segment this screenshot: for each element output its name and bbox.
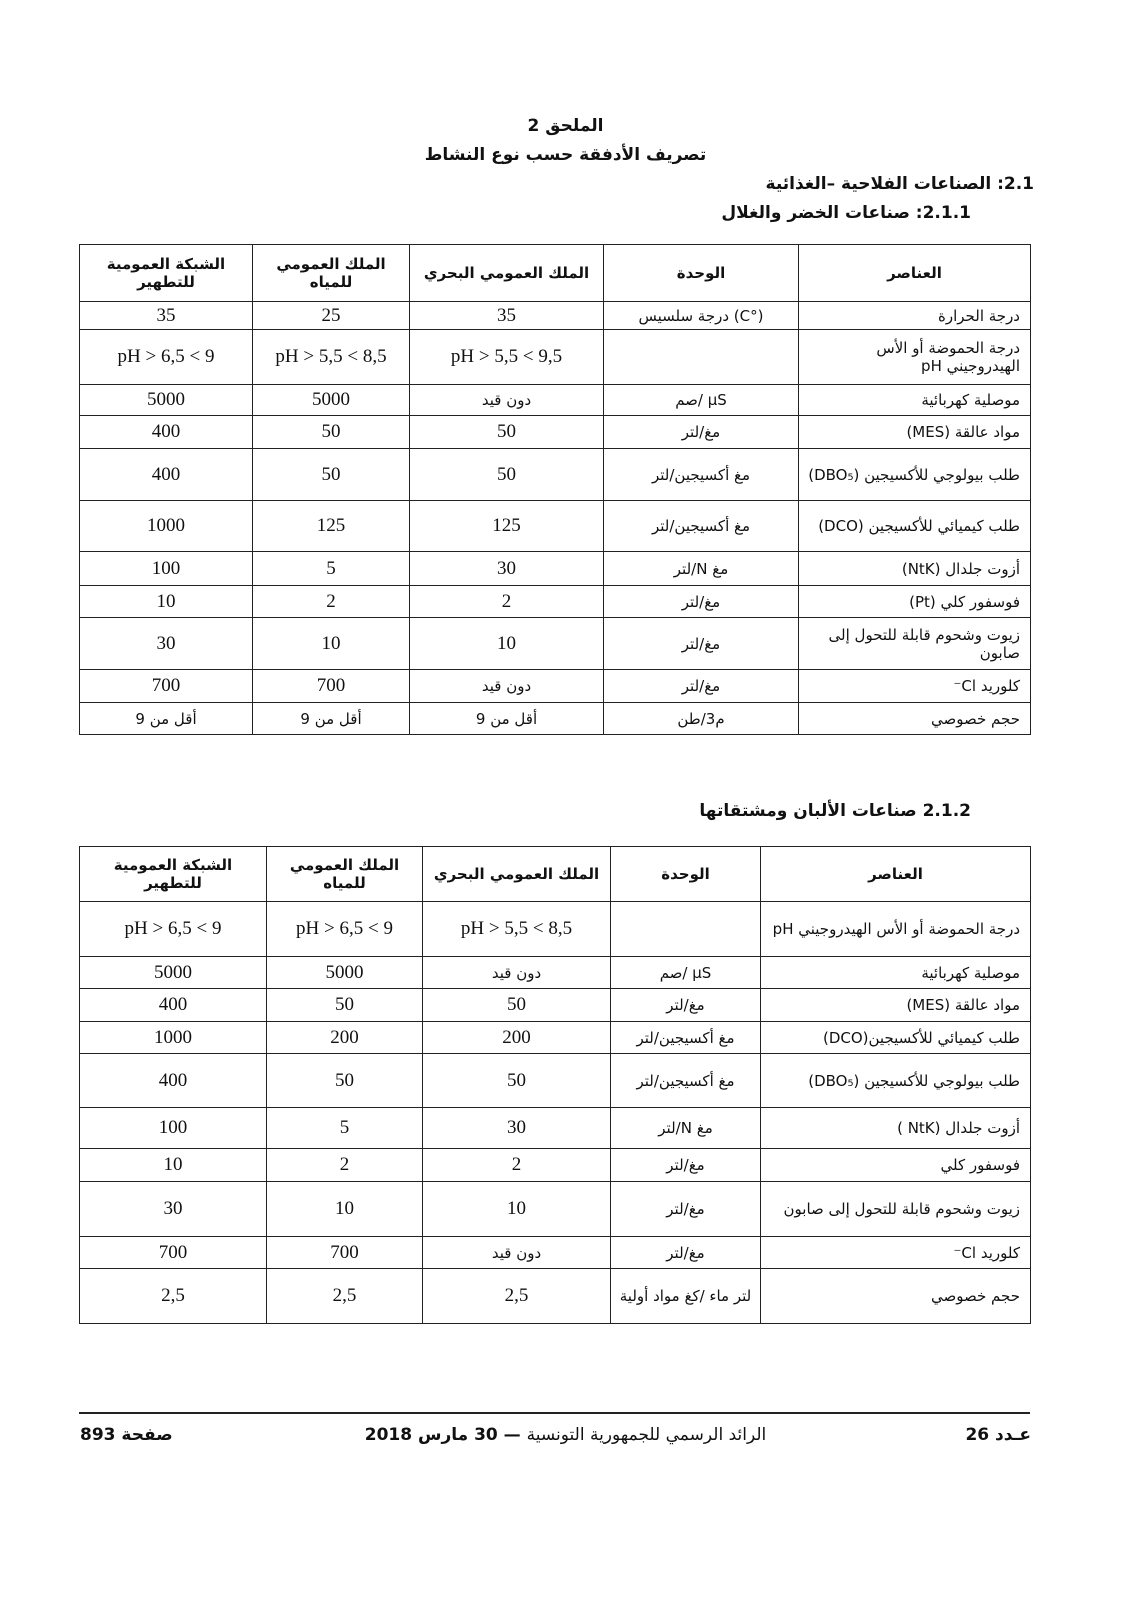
table-row — [80, 902, 1031, 957]
cell-maritime: 2 — [410, 586, 604, 618]
cell-water: 200 — [267, 1022, 423, 1054]
cell-sewer: 9 > pH > 6,5 — [80, 330, 253, 385]
cell-element: حجم خصوصي — [799, 703, 1031, 735]
cell-sewer: 400 — [80, 449, 253, 501]
table-row — [80, 586, 1031, 618]
table-row — [80, 330, 1031, 385]
table-row — [80, 302, 1031, 330]
page-number: صفحة 893 — [80, 1425, 173, 1445]
cell-water: 50 — [267, 989, 423, 1022]
table-row — [80, 449, 1031, 501]
cell-element: أزوت جلدال (NtK ) — [761, 1108, 1031, 1149]
cell-water: 50 — [253, 416, 410, 449]
cell-unit: مغ/لتر — [604, 586, 799, 618]
cell-water: 5 — [267, 1108, 423, 1149]
cell-unit: µS /صم — [611, 957, 761, 989]
section-heading-2-1: 2.1: الصناعات الفلاحية –الغذائية — [765, 174, 1034, 194]
header-sewer-network: الشبكة العمومية للتطهير — [80, 847, 267, 902]
cell-element: موصلية كهربائية — [799, 385, 1031, 416]
cell-element: زيوت وشحوم قابلة للتحول إلى صابون — [799, 618, 1031, 670]
cell-unit: مغ أكسيجين/لتر — [604, 449, 799, 501]
cell-maritime: أقل من 9 — [410, 703, 604, 735]
table-row — [80, 1269, 1031, 1324]
cell-element: أزوت جلدال (NtK) — [799, 552, 1031, 586]
cell-water: 125 — [253, 501, 410, 552]
cell-water: 8,5 > pH > 5,5 — [253, 330, 410, 385]
cell-maritime: 2,5 — [423, 1269, 611, 1324]
header-maritime-domain: الملك العمومي البحري — [423, 847, 611, 902]
cell-unit: لتر ماء /كغ مواد أولية — [611, 1269, 761, 1324]
footer-divider — [79, 1412, 1030, 1414]
cell-element: طلب بيولوجي للأكسيجين (DBO₅) — [799, 449, 1031, 501]
cell-water: أقل من 9 — [253, 703, 410, 735]
cell-unit: مغ أكسيجين/لتر — [611, 1022, 761, 1054]
journal-date: — 30 مارس 2018 — [364, 1425, 521, 1445]
section-heading-2-1-1: 2.1.1: صناعات الخضر والغلال — [721, 203, 971, 223]
cell-maritime: 125 — [410, 501, 604, 552]
header-elements: العناصر — [799, 245, 1031, 302]
header-water-domain: الملك العمومي للمياه — [253, 245, 410, 302]
fruit-vegetable-limits-table — [79, 244, 1031, 735]
cell-sewer: 35 — [80, 302, 253, 330]
cell-maritime: 9,5 > pH > 5,5 — [410, 330, 604, 385]
cell-unit: مغ أكسيجين/لتر — [604, 501, 799, 552]
cell-maritime: 50 — [410, 449, 604, 501]
table-row — [80, 670, 1031, 703]
header-elements: العناصر — [761, 847, 1031, 902]
cell-water: 2,5 — [267, 1269, 423, 1324]
table-header-row — [80, 245, 1031, 302]
cell-sewer: 400 — [80, 989, 267, 1022]
cell-unit: مغ/لتر — [604, 618, 799, 670]
cell-sewer: 400 — [80, 1054, 267, 1108]
cell-maritime: 50 — [423, 989, 611, 1022]
table-row — [80, 552, 1031, 586]
cell-unit: مغ/لتر — [611, 1237, 761, 1269]
cell-maritime: دون قيد — [410, 385, 604, 416]
table-row — [80, 416, 1031, 449]
cell-element: حجم خصوصي — [761, 1269, 1031, 1324]
cell-element: زيوت وشحوم قابلة للتحول إلى صابون — [761, 1182, 1031, 1237]
table-row — [80, 1108, 1031, 1149]
issue-number: عـدد 26 — [965, 1425, 1031, 1445]
cell-water: 2 — [267, 1149, 423, 1182]
cell-sewer: 1000 — [80, 1022, 267, 1054]
cell-element: فوسفور كلي — [761, 1149, 1031, 1182]
cell-element: كلوريد Cl⁻ — [761, 1237, 1031, 1269]
cell-water: 9 > pH > 6,5 — [267, 902, 423, 957]
cell-sewer: 30 — [80, 1182, 267, 1237]
cell-maritime: 8,5 > pH > 5,5 — [423, 902, 611, 957]
table-row — [80, 957, 1031, 989]
cell-water: 50 — [253, 449, 410, 501]
table-header-row — [80, 847, 1031, 902]
table-row — [80, 1237, 1031, 1269]
header-maritime-domain: الملك العمومي البحري — [410, 245, 604, 302]
header-unit: الوحدة — [611, 847, 761, 902]
cell-water: 5000 — [253, 385, 410, 416]
cell-unit: (°C) درجة سلسيس — [604, 302, 799, 330]
cell-maritime: دون قيد — [410, 670, 604, 703]
cell-sewer: 10 — [80, 586, 253, 618]
cell-unit: مغ N/لتر — [611, 1108, 761, 1149]
cell-maritime: 30 — [410, 552, 604, 586]
cell-sewer: 400 — [80, 416, 253, 449]
cell-element: كلوريد Cl⁻ — [799, 670, 1031, 703]
table-body — [80, 902, 1031, 1324]
cell-sewer: 5000 — [80, 385, 253, 416]
section-heading-2-1-2: 2.1.2 صناعات الألبان ومشتقاتها — [699, 801, 971, 821]
cell-element: درجة الحموضة أو الأس الهيدروجيني pH — [799, 330, 1031, 385]
header-sewer-network: الشبكة العمومية للتطهير — [80, 245, 253, 302]
cell-sewer: 10 — [80, 1149, 267, 1182]
table-row — [80, 385, 1031, 416]
cell-element: موصلية كهربائية — [761, 957, 1031, 989]
cell-water: 10 — [267, 1182, 423, 1237]
cell-unit: مغ/لتر — [611, 1149, 761, 1182]
cell-element: درجة الحموضة أو الأس الهيدروجيني pH — [761, 902, 1031, 957]
cell-element: درجة الحرارة — [799, 302, 1031, 330]
cell-element: مواد عالقة (MES) — [799, 416, 1031, 449]
annex-title: الملحق 2 — [527, 116, 604, 136]
cell-water: 700 — [267, 1237, 423, 1269]
table-row — [80, 1054, 1031, 1108]
cell-maritime: 10 — [423, 1182, 611, 1237]
cell-water: 5 — [253, 552, 410, 586]
cell-unit: مغ/لتر — [604, 416, 799, 449]
cell-maritime: 50 — [423, 1054, 611, 1108]
table-row — [80, 501, 1031, 552]
table-row — [80, 1022, 1031, 1054]
cell-water: 10 — [253, 618, 410, 670]
cell-sewer: 9 > pH > 6,5 — [80, 902, 267, 957]
cell-maritime: 2 — [423, 1149, 611, 1182]
journal-name: الرائد الرسمي للجمهورية التونسية — [526, 1425, 767, 1445]
cell-unit: م3/طن — [604, 703, 799, 735]
cell-element: مواد عالقة (MES) — [761, 989, 1031, 1022]
table-row — [80, 989, 1031, 1022]
cell-water: 25 — [253, 302, 410, 330]
cell-element: طلب بيولوجي للأكسيجين (DBO₅) — [761, 1054, 1031, 1108]
cell-water: 50 — [267, 1054, 423, 1108]
cell-water: 2 — [253, 586, 410, 618]
cell-maritime: 200 — [423, 1022, 611, 1054]
cell-unit: مغ/لتر — [611, 989, 761, 1022]
table-row — [80, 618, 1031, 670]
table-body — [80, 302, 1031, 735]
cell-unit — [604, 330, 799, 385]
cell-sewer: 700 — [80, 1237, 267, 1269]
cell-maritime: 10 — [410, 618, 604, 670]
cell-sewer: 30 — [80, 618, 253, 670]
header-water-domain: الملك العمومي للمياه — [267, 847, 423, 902]
cell-sewer: 1000 — [80, 501, 253, 552]
cell-maritime: دون قيد — [423, 957, 611, 989]
cell-sewer: 5000 — [80, 957, 267, 989]
cell-element: طلب كيميائي للأكسيجين(DCO) — [761, 1022, 1031, 1054]
cell-unit: µS /صم — [604, 385, 799, 416]
cell-sewer: 100 — [80, 1108, 267, 1149]
cell-sewer: 700 — [80, 670, 253, 703]
cell-unit: مغ أكسيجين/لتر — [611, 1054, 761, 1108]
cell-maritime: 50 — [410, 416, 604, 449]
table-row — [80, 1149, 1031, 1182]
cell-element: فوسفور كلي (Pt) — [799, 586, 1031, 618]
cell-unit: مغ/لتر — [611, 1182, 761, 1237]
cell-maritime: 35 — [410, 302, 604, 330]
header-unit: الوحدة — [604, 245, 799, 302]
cell-maritime: دون قيد — [423, 1237, 611, 1269]
dairy-limits-table — [79, 846, 1031, 1324]
table-row — [80, 703, 1031, 735]
cell-sewer: أقل من 9 — [80, 703, 253, 735]
cell-element: طلب كيميائي للأكسيجين (DCO) — [799, 501, 1031, 552]
cell-sewer: 2,5 — [80, 1269, 267, 1324]
cell-unit: مغ N/لتر — [604, 552, 799, 586]
cell-sewer: 100 — [80, 552, 253, 586]
cell-water: 5000 — [267, 957, 423, 989]
table-row — [80, 1182, 1031, 1237]
cell-unit — [611, 902, 761, 957]
page-subtitle: تصريف الأدفقة حسب نوع النشاط — [424, 145, 707, 165]
cell-maritime: 30 — [423, 1108, 611, 1149]
cell-unit: مغ/لتر — [604, 670, 799, 703]
cell-water: 700 — [253, 670, 410, 703]
